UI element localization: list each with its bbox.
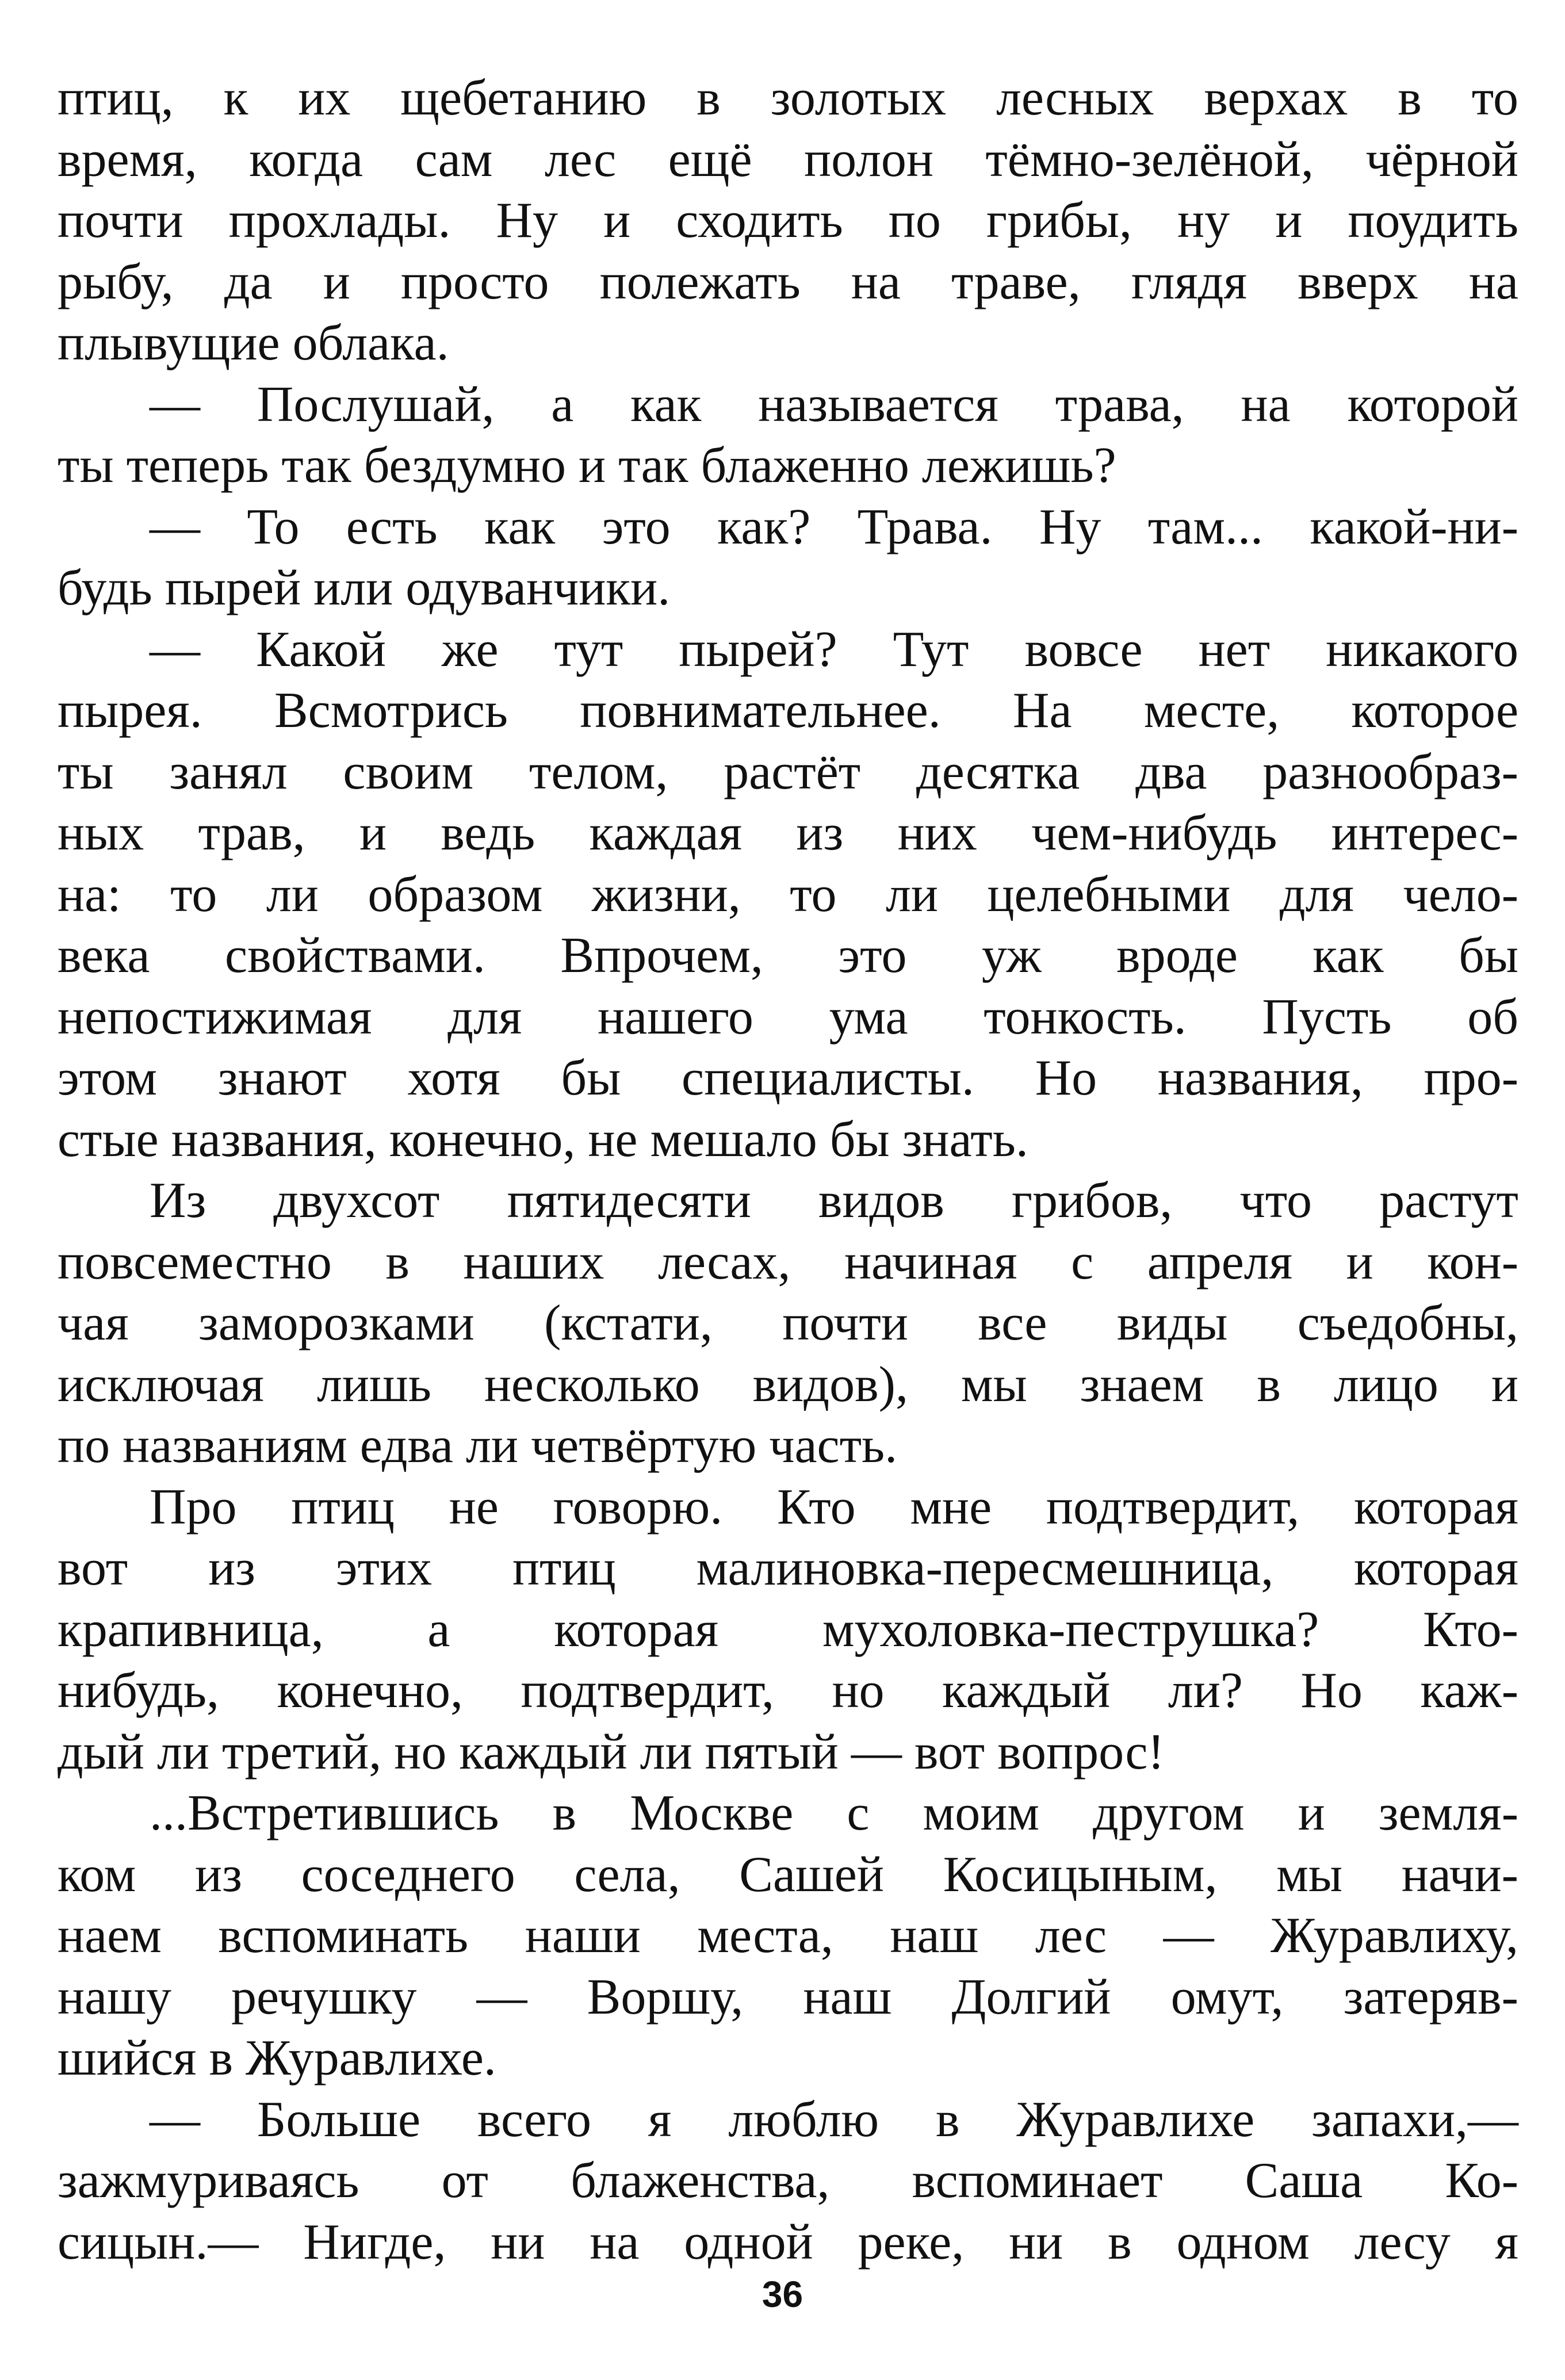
text-line: — Больше всего я люблю в Журавлихе запахи,— xyxy=(150,2091,1518,2148)
text-line: ных трав, и ведь каждая из них чем-нибудь интерес- xyxy=(58,805,1518,861)
text-line: на: то ли образом жизни, то ли целебными для чело- xyxy=(58,866,1518,923)
text-line: — Какой же тут пырей? Тут вовсе нет никакого xyxy=(150,621,1518,678)
text-line: шийся в Журавлихе. xyxy=(58,2030,496,2086)
text-line: — Послушай, а как называется трава, на которой xyxy=(150,376,1518,433)
text-line: птиц, к их щебетанию в золотых лесных верхах в то xyxy=(58,70,1518,126)
text-line: нашу речушку — Воршу, наш Долгий омут, затеряв- xyxy=(58,1969,1518,2025)
text-line: Про птиц не говорю. Кто мне подтвердит, которая xyxy=(150,1479,1518,1535)
text-line: нибудь, конечно, подтвердит, но каждый ли? Но каж- xyxy=(58,1663,1518,1719)
text-line: крапивница, а которая мухоловка-пеструшка? Кто- xyxy=(58,1601,1518,1658)
text-line: этом знают хотя бы специалисты. Но названия, про- xyxy=(58,1050,1518,1106)
text-line: рыбу, да и просто полежать на траве, глядя вверх на xyxy=(58,254,1518,310)
text-line: века свойствами. Впрочем, это уж вроде как бы xyxy=(58,928,1518,984)
text-line: почти прохлады. Ну и сходить по грибы, ну и поудить xyxy=(58,193,1518,248)
text-line: зажмуриваясь от блаженства, вспоминает Саша Ко- xyxy=(58,2153,1518,2209)
text-line: сицын.— Нигде, ни на одной реке, ни в одном лесу я xyxy=(58,2214,1518,2270)
text-line: непостижимая для нашего ума тонкость. Пусть об xyxy=(58,989,1518,1045)
text-line: плывущие облака. xyxy=(58,315,449,371)
text-line: наем вспоминать наши места, наш лес — Журавлиху, xyxy=(58,1908,1518,1964)
text-line: ком из соседнего села, Сашей Косицыным, мы начи- xyxy=(58,1846,1518,1903)
text-line: дый ли третий, но каждый ли пятый — вот вопрос! xyxy=(58,1724,1165,1780)
text-line: ты теперь так бездумно и так блаженно лежишь? xyxy=(58,438,1116,493)
text-line: — То есть как это как? Трава. Ну там... какой-ни- xyxy=(150,499,1518,555)
text-line: время, когда сам лес ещё полон тёмно-зелёной, чёрной xyxy=(58,131,1518,188)
text-line: чая заморозками (кстати, почти все виды съедобны, xyxy=(58,1295,1518,1351)
text-line: ...Встретившись в Москве с моим другом и земля- xyxy=(150,1785,1518,1841)
body-text xyxy=(58,68,1518,2273)
text-line: вот из этих птиц малиновка-пересмешница, которая xyxy=(58,1540,1518,1596)
text-line: исключая лишь несколько видов), мы знаем в лицо и xyxy=(58,1356,1518,1413)
text-line: стые названия, конечно, не мешало бы знать. xyxy=(58,1111,1028,1168)
text-line: повсеместно в наших лесах, начиная с апреля и кон- xyxy=(58,1234,1518,1290)
text-line: будь пырей или одуванчики. xyxy=(58,560,671,616)
page-number: 36 xyxy=(762,2274,803,2315)
text-line: пырея. Всмотрись повнимательнее. На месте, которое xyxy=(58,683,1518,739)
text-line: Из двухсот пятидесяти видов грибов, что растут xyxy=(150,1173,1518,1229)
text-line: по названиям едва ли четвёртую часть. xyxy=(58,1418,898,1474)
text-line: ты занял своим телом, растёт десятка два разнообраз- xyxy=(58,744,1518,800)
